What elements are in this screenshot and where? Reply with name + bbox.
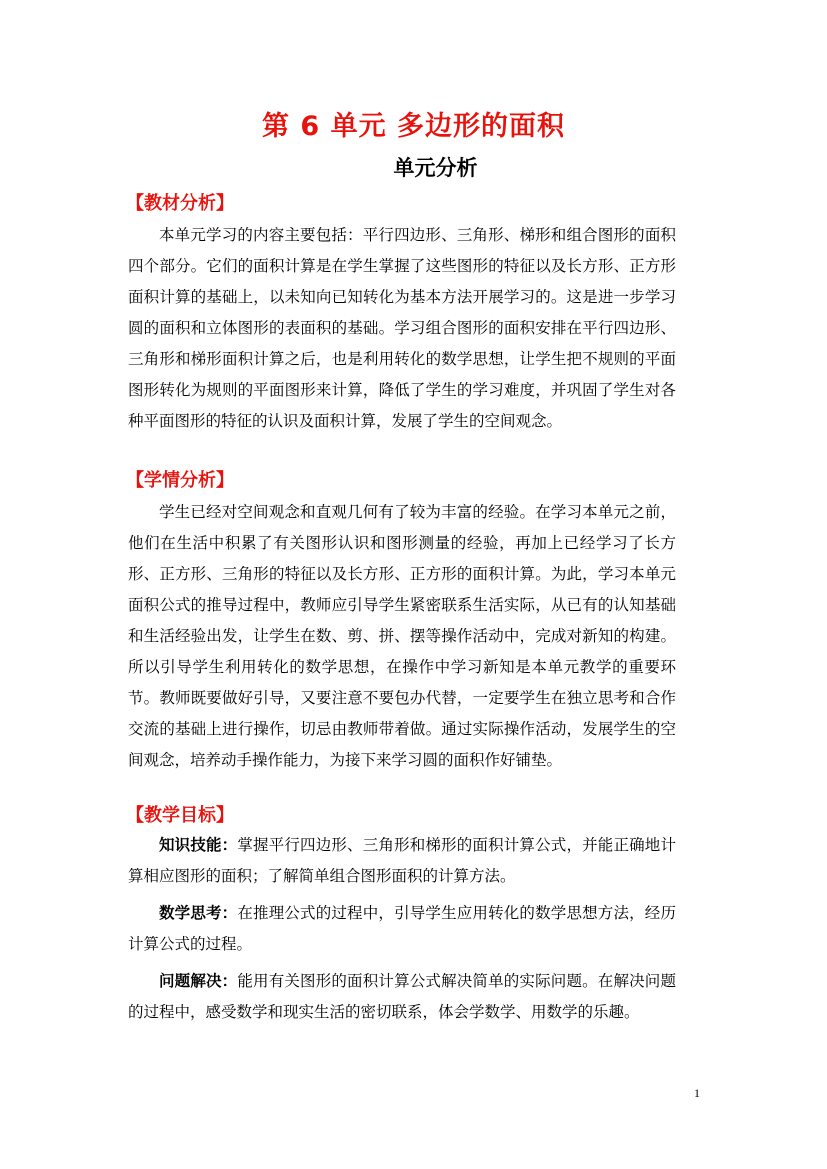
- page-number: 1: [694, 1086, 700, 1100]
- goal-knowledge-text: 掌握平行四边形、三角形和梯形的面积计算公式，并能正确地计算相应图形的面积；了解简单组合图形面积的计算方法。: [128, 836, 676, 885]
- section-heading-textbook-analysis: 【教材分析】: [126, 193, 234, 214]
- section-textbook-analysis: [128, 190, 676, 437]
- goal-problem-solving: [128, 966, 676, 1028]
- section-teaching-goals: [128, 802, 676, 1034]
- document-title: 第 6 单元 多边形的面积: [262, 111, 565, 142]
- goal-knowledge-skills: [128, 830, 676, 892]
- section-heading-student-analysis: 【学情分析】: [126, 470, 234, 491]
- goal-math-thinking: [128, 898, 676, 960]
- section-student-analysis: [128, 467, 676, 776]
- goal-thinking-label: 数学思考：: [159, 904, 238, 922]
- section-body-student-analysis: 学生已经对空间观念和直观几何有了较为丰富的经验。在学习本单元之前，他们在生活中积累了有关图形认识和图形测量的经验，再加上已经学习了长方形、正方形、三角形的特征以及长方形、正方形的面积计算。为此，学习本单元面积公式的推导过程中，教师应引导学生紧密联系生活实际，从已有的认知基础和生活经验出发，让学生在数、剪、拼、摆等操作活动中，完成对新知的构建。所以引导学生利用转化的数学思想，在操作中学习新知是本单元教学的重要环节。教师既要做好引导，又要注意不要包办代替，一定要学生在独立思考和合作交流的基础上进行操作，切忌由教师带着做。通过实际操作活动，发展学生的空间观念，培养动手操作能力，为接下来学习圆的面积作好铺垫。: [128, 503, 676, 769]
- goal-problem-text: 能用有关图形的面积计算公式解决简单的实际问题。在解决问题的过程中，感受数学和现实生活的密切联系，体会学数学、用数学的乐趣。: [128, 972, 676, 1021]
- document-subtitle: 单元分析: [393, 156, 478, 180]
- goal-problem-label: 问题解决：: [159, 972, 238, 990]
- goal-knowledge-label: 知识技能：: [159, 836, 238, 854]
- section-heading-teaching-goals: 【教学目标】: [126, 805, 234, 826]
- section-body-textbook-analysis: 本单元学习的内容主要包括：平行四边形、三角形、梯形和组合图形的面积四个部分。它们的面积计算是在学生掌握了这些图形的特征以及长方形、正方形面积计算的基础上，以未知向已知转化为基本方法开展学习的。这是进一步学习圆的面积和立体图形的表面积的基础。学习组合图形的面积安排在平行四边形、三角形和梯形面积计算之后，也是利用转化的数学思想，让学生把不规则的平面图形转化为规则的平面图形来计算，降低了学生的学习难度，并巩固了学生对各种平面图形的特征的认识及面积计算，发展了学生的空间观念。: [128, 226, 676, 430]
- goal-thinking-text: 在推理公式的过程中，引导学生应用转化的数学思想方法，经历计算公式的过程。: [128, 904, 676, 953]
